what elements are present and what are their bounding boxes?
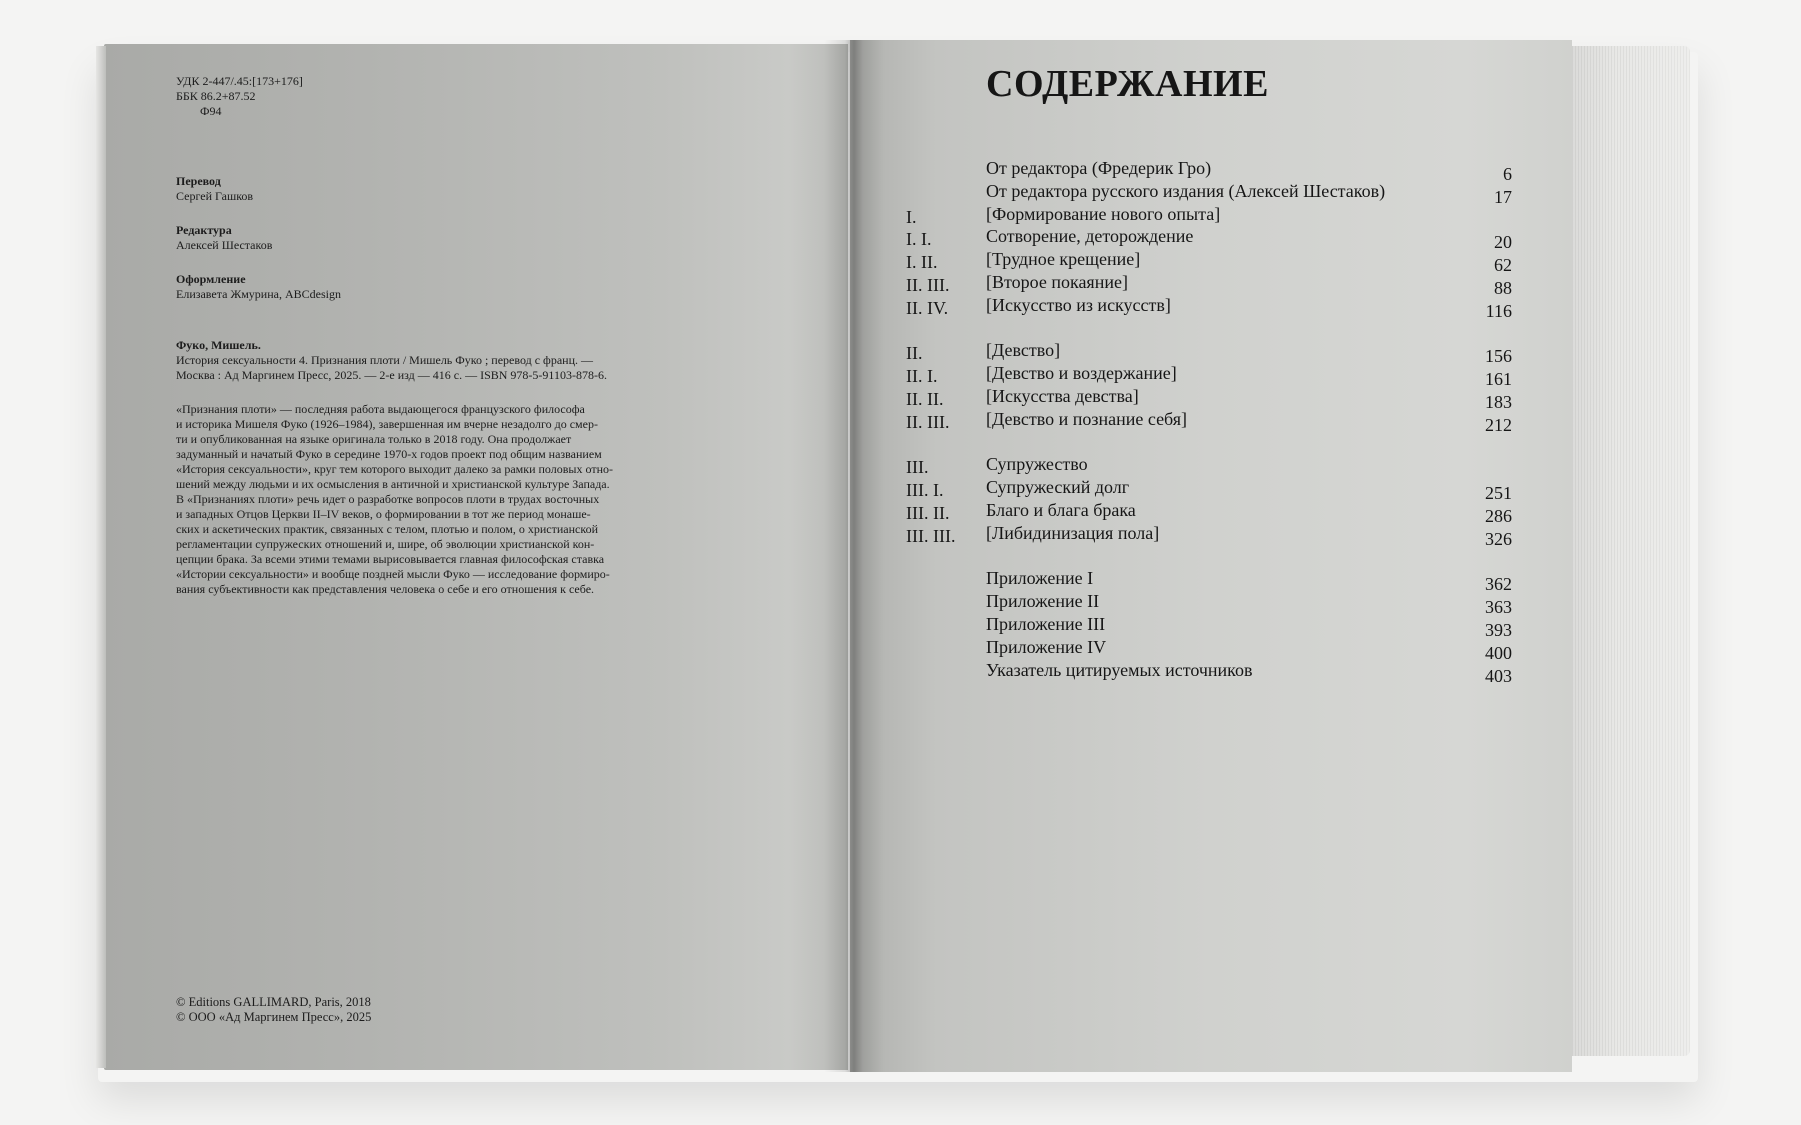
annotation-line: ти и опубликованная на языке оригинала только в 2018 году. Она продолжает — [176, 432, 572, 446]
udk-block — [176, 74, 303, 119]
toc-entry-page: 400 — [1485, 642, 1512, 663]
credit-design — [176, 272, 341, 302]
toc-entry-title: [Искусства девства] — [986, 385, 1139, 406]
toc-entry — [906, 590, 1512, 618]
toc-entry — [906, 180, 1512, 207]
credit-value: Елизавета Жмурина, ABCdesign — [176, 287, 341, 301]
toc-entry-title: [Искусство из искусств] — [986, 294, 1171, 315]
toc-entry-page: 88 — [1494, 277, 1512, 298]
toc-entry-title: Приложение II — [986, 591, 1100, 612]
toc-entry-title: [Второе покаяние] — [986, 271, 1128, 292]
annotation-line: «Признания плоти» — последняя работа выдающегося французского философа — [176, 402, 585, 416]
udk-line: УДК 2-447/.45:[173+176] — [176, 74, 303, 88]
biblio-line: Москва : Ад Маргинем Пресс, 2025. — 2-е изд — 416 с. — ISBN 978-5-91103-878-6. — [176, 368, 607, 382]
toc-entry-page: 363 — [1485, 597, 1512, 618]
credit-label: Перевод — [176, 174, 221, 188]
annotation-line: «Истории сексуальности» и вообще поздней мысли Фуко — исследование формиро- — [176, 567, 610, 581]
copyright-block — [176, 995, 371, 1025]
toc-entry-title: [Трудное крещение] — [986, 249, 1141, 270]
toc-entry-page: 326 — [1485, 528, 1512, 549]
toc-entry-page: 183 — [1485, 391, 1512, 412]
toc-entry-page: 6 — [1503, 164, 1512, 184]
annotation-line: шений между людьми и их осмысления в античной и христианской культуре Запада. — [176, 477, 610, 491]
annotation-line: и западных Отцов Церкви II–IV веков, о формировании в тот же период монаше- — [176, 507, 591, 521]
toc-entry-title: [Формирование нового опыта] — [986, 203, 1221, 224]
toc-entry-page: 403 — [1485, 665, 1512, 686]
annotation — [176, 402, 686, 597]
credit-translation — [176, 174, 253, 204]
bibliographic-record — [176, 338, 696, 383]
toc-entry — [906, 408, 1512, 435]
annotation-line: задуманный и начатый Фуко в середине 1970-х годов проект под общим названием — [176, 447, 602, 461]
toc-entry-number: II. III. — [906, 411, 950, 432]
toc-entry — [906, 225, 1512, 253]
toc-entry-page: 156 — [1485, 346, 1512, 367]
toc-entry-title: Супружество — [986, 454, 1088, 475]
toc-entry-title: Супружеский долг — [986, 477, 1130, 498]
toc-entry-title: [Либидинизация пола] — [986, 522, 1160, 543]
toc-entry-title: Приложение IV — [986, 636, 1107, 657]
toc-entry — [906, 385, 1512, 412]
table-of-contents — [906, 157, 1512, 686]
toc-entry — [906, 522, 1512, 549]
toc-entry-number: II. — [906, 343, 923, 364]
credit-value: Алексей Шестаков — [176, 238, 273, 252]
biblio-author: Фуко, Мишель. — [176, 338, 261, 352]
toc-entry — [906, 203, 1512, 226]
toc-entry-number: II. I. — [906, 366, 938, 387]
annotation-line: В «Признаниях плоти» речь идет о разработке вопросов плоти в трудах восточных — [176, 492, 600, 506]
toc-entry-page: 20 — [1494, 232, 1512, 253]
toc-entry-title: Приложение III — [986, 613, 1106, 634]
toc-entry-number: II. IV. — [906, 297, 949, 318]
toc-entry-page: 393 — [1485, 619, 1512, 640]
toc-entry-page: 17 — [1494, 186, 1512, 207]
toc-entry-number: II. II. — [906, 388, 944, 409]
copyright-line: © ООО «Ад Маргинем Пресс», 2025 — [176, 1010, 372, 1024]
toc-entry — [906, 499, 1512, 526]
toc-entry-page: 116 — [1485, 300, 1512, 321]
annotation-line: ских и аскетических практик, связанных с телом, плотью и полом, о христианской — [176, 522, 599, 536]
toc-entry — [906, 567, 1512, 595]
toc-entry-title: Приложение I — [986, 568, 1094, 589]
toc-entry-number: I. II. — [906, 252, 938, 273]
toc-title: СОДЕРЖАНИЕ — [986, 63, 1269, 105]
toc-entry — [906, 613, 1512, 640]
toc-gap — [906, 545, 1512, 568]
credit-value: Сергей Гашков — [176, 189, 254, 203]
toc-entry-page: 62 — [1494, 255, 1512, 276]
toc-entry-page: 161 — [1485, 369, 1512, 390]
toc-gap — [906, 317, 1512, 340]
credit-label: Редактура — [176, 223, 232, 237]
toc-entry — [906, 659, 1512, 686]
toc-entry-title: [Девство и воздержание] — [986, 363, 1177, 384]
toc-entry-number: III. I. — [906, 480, 944, 501]
toc-entry — [906, 157, 1512, 184]
toc-entry-page: 251 — [1485, 483, 1512, 504]
annotation-line: регламентации супружеских отношений и, шире, об эволюции христианской кон- — [176, 537, 595, 551]
toc-entry-title: [Девство] — [986, 340, 1061, 361]
copyright-line: © Editions GALLIMARD, Paris, 2018 — [176, 995, 371, 1009]
credit-editing — [176, 223, 272, 253]
toc-entry — [906, 248, 1512, 276]
toc-entry-number: I. — [906, 206, 917, 227]
toc-entry — [906, 453, 1512, 476]
toc-entry — [906, 362, 1512, 390]
toc-gap — [906, 431, 1512, 454]
bbk-line: ББК 86.2+87.52 — [176, 89, 256, 103]
annotation-line: вания субъективности как представления человека о себе и его отношения к себе. — [176, 582, 595, 596]
toc-entry-title: От редактора русского издания (Алексей Шестаков) — [986, 180, 1386, 201]
toc-entry-title: Благо и блага брака — [986, 499, 1136, 520]
toc-entry — [906, 476, 1512, 504]
author-mark: Ф94 — [200, 104, 222, 118]
toc-entry-number: III. II. — [906, 502, 950, 523]
toc-entry-page: 362 — [1485, 574, 1512, 595]
toc-entry — [906, 271, 1512, 298]
toc-entry — [906, 636, 1512, 663]
page-edges — [1570, 46, 1690, 1056]
toc-entry-title: Указатель цитируемых источников — [986, 659, 1253, 680]
toc-entry — [906, 339, 1512, 367]
annotation-line: и историка Мишеля Фуко (1926–1984), завершенная им вчерне незадолго до смер- — [176, 417, 598, 431]
annotation-line: цепции брака. За всеми этими темами вырисовывается главная философская ставка — [176, 552, 605, 566]
toc-entry-number: III. — [906, 457, 929, 478]
toc-entry-number: III. III. — [906, 525, 956, 546]
biblio-line: История сексуальности 4. Признания плоти / Мишель Фуко ; перевод с франц. — — [176, 353, 593, 367]
toc-entry-page: 286 — [1485, 505, 1512, 526]
toc-entry-number: I. I. — [906, 229, 932, 250]
annotation-line: «История сексуальности», круг тем которого выходит далеко за рамки половых отно- — [176, 462, 613, 476]
toc-entry-page: 212 — [1485, 414, 1512, 435]
toc-entry-title: От редактора (Фредерик Гро) — [986, 158, 1212, 178]
credit-label: Оформление — [176, 272, 246, 286]
toc-entry-title: [Девство и познание себя] — [986, 408, 1188, 429]
toc-entry-title: Сотворение, деторождение — [986, 226, 1194, 247]
toc-entry-number: II. III. — [906, 274, 950, 295]
toc-entry — [906, 294, 1512, 321]
